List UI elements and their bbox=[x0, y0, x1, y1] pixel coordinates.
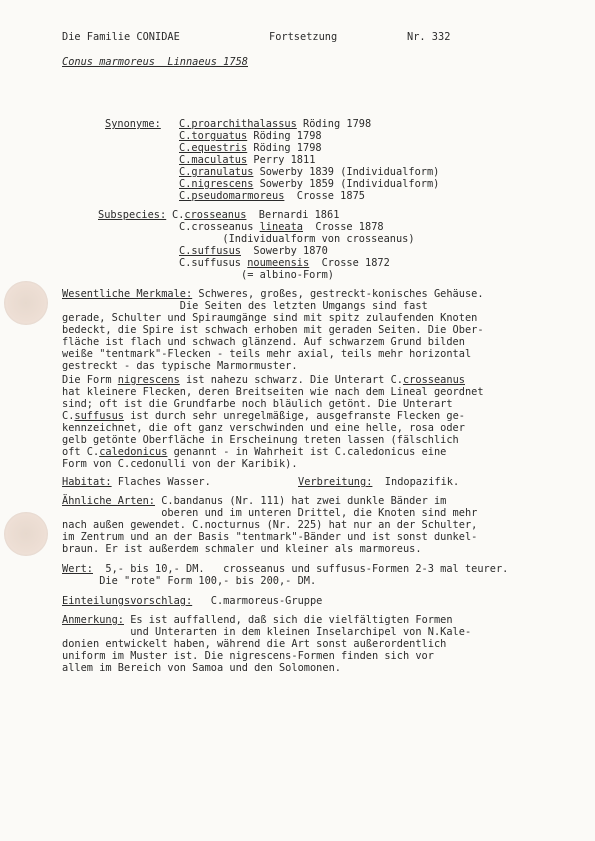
synonym-entry bbox=[179, 118, 371, 130]
habitat-value: Flaches Wasser. bbox=[111, 476, 211, 488]
subspecies-author: Crosse 1878 bbox=[303, 221, 384, 233]
features-para2-line bbox=[62, 410, 465, 422]
note-first-line bbox=[62, 614, 453, 626]
subspecies-entry bbox=[179, 221, 384, 233]
classification-value: C.marmoreus-Gruppe bbox=[192, 595, 323, 607]
subspecies-label: Subspecies: bbox=[98, 209, 167, 221]
synonym-entry bbox=[179, 190, 365, 202]
features-para2-line: hat kleinere Flecken, deren Breitseiten wie nach dem Lineal geordnet bbox=[62, 386, 484, 398]
subspecies-entry bbox=[179, 257, 390, 269]
value-line: Die "rote" Form 100,- bis 200,- DM. bbox=[62, 575, 317, 587]
text-run: C. bbox=[62, 410, 75, 422]
synonym-entry bbox=[179, 142, 322, 154]
similar-first-line bbox=[62, 495, 446, 507]
subspecies-prefix: C. bbox=[172, 209, 185, 221]
classification-line bbox=[62, 595, 322, 607]
text-run: Die Form bbox=[62, 374, 118, 386]
distribution-value: Indopazifik. bbox=[372, 476, 460, 488]
synonym-name: C.maculatus bbox=[179, 154, 248, 166]
subspecies-entry bbox=[172, 209, 339, 221]
note-text: Es ist auffallend, daß sich die vielfältigten Formen bbox=[124, 614, 453, 626]
synonym-author: Röding 1798 bbox=[247, 130, 322, 142]
text-run: genannt - in Wahrheit ist C.caledonicus eine bbox=[167, 446, 447, 458]
features-label: Wesentliche Merkmale: bbox=[62, 288, 193, 300]
punch-hole-bottom bbox=[4, 512, 48, 556]
distribution-line bbox=[298, 476, 459, 488]
similar-line: braun. Er ist außerdem schmaler und kleiner als marmoreus. bbox=[62, 543, 422, 555]
synonym-author: Röding 1798 bbox=[296, 118, 372, 130]
features-line: gestreckt - das typische Marmormuster. bbox=[62, 360, 298, 372]
features-line: fläche ist flach und schwach glänzend. Auf schwarzem Grund bilden bbox=[62, 336, 465, 348]
synonym-entry bbox=[179, 166, 439, 178]
synonym-entry bbox=[179, 178, 439, 190]
synonym-author: Röding 1798 bbox=[247, 142, 322, 154]
synonym-author: Sowerby 1839 (Individualform) bbox=[253, 166, 440, 178]
similar-line: im Zentrum und an der Basis "tentmark"-Bänder und ist sonst dunkel- bbox=[62, 531, 478, 543]
text-run: oft C. bbox=[62, 446, 100, 458]
species-title: Conus marmoreus Linnaeus 1758 bbox=[62, 56, 248, 68]
punch-hole-top bbox=[4, 281, 48, 325]
subspecies-name: C.suffusus bbox=[179, 245, 241, 257]
synonym-name: C.torguatus bbox=[179, 130, 248, 142]
subspecies-prefix: C.crosseanus bbox=[179, 221, 260, 233]
subspecies-name: suffusus bbox=[74, 410, 125, 422]
subspecies-prefix: C.suffusus bbox=[179, 257, 248, 269]
value-label: Wert: bbox=[62, 563, 93, 575]
features-line: weiße "tentmark"-Flecken - teils mehr axial, teils mehr horizontal bbox=[62, 348, 472, 360]
text-run: ist durch sehr unregelmäßige, ausgefranste Flecken ge- bbox=[124, 410, 465, 422]
features-first-line bbox=[62, 288, 484, 300]
synonyms-label: Synonyme: bbox=[105, 118, 161, 130]
distribution-label: Verbreitung: bbox=[298, 476, 373, 488]
note-line: donien entwickelt haben, während die Art sonst außerordentlich bbox=[62, 638, 447, 650]
value-first-line bbox=[62, 563, 508, 575]
habitat-line bbox=[62, 476, 211, 488]
synonym-author: Perry 1811 bbox=[247, 154, 316, 166]
synonym-name: C.equestris bbox=[179, 142, 248, 154]
note-line: allem im Bereich von Samoa und den Solomonen. bbox=[62, 662, 341, 674]
features-para2-line: sind; oft ist die Grundfarbe noch bläulich getönt. Die Unterart bbox=[62, 398, 453, 410]
features-para2-line: Form von C.cedonulli von der Karibik). bbox=[62, 458, 298, 470]
features-para2-line bbox=[62, 374, 465, 386]
classification-label: Einteilungsvorschlag: bbox=[62, 595, 193, 607]
synonym-name: C.granulatus bbox=[179, 166, 254, 178]
subspecies-author: Sowerby 1870 bbox=[241, 245, 328, 257]
subspecies-note bbox=[179, 269, 334, 281]
synonym-author: Crosse 1875 bbox=[284, 190, 365, 202]
subspecies-name: lineata bbox=[259, 221, 303, 233]
features-line: gerade, Schulter und Spiraumgänge sind mit spitz zulaufenden Knoten bbox=[62, 312, 478, 324]
features-para2-line bbox=[62, 446, 446, 458]
subspecies-author: Crosse 1872 bbox=[309, 257, 390, 269]
synonym-author: Sowerby 1859 (Individualform) bbox=[253, 178, 440, 190]
synonym-entry bbox=[179, 154, 315, 166]
features-para2-line: gelb getönte Oberfläche in Erscheinung treten lassen (fälschlich bbox=[62, 434, 459, 446]
similar-line: nach außen gewendet. C.nocturnus (Nr. 225) hat nur an der Schulter, bbox=[62, 519, 478, 531]
subspecies-note bbox=[179, 233, 415, 245]
similar-label: Ähnliche Arten: bbox=[62, 495, 155, 507]
header-continuation: Fortsetzung bbox=[269, 31, 338, 43]
subspecies-name: noumeensis bbox=[247, 257, 310, 269]
header-number: Nr. 332 bbox=[407, 31, 451, 43]
subspecies-author: Bernardi 1861 bbox=[246, 209, 340, 221]
synonym-name: C.proarchithalassus bbox=[179, 118, 297, 130]
note-line: uniform im Muster ist. Die nigrescens-Formen finden sich vor bbox=[62, 650, 434, 662]
text-run: ist nahezu schwarz. Die Unterart C. bbox=[179, 374, 403, 386]
note-label: Anmerkung: bbox=[62, 614, 124, 626]
subspecies-name: crosseanus bbox=[402, 374, 465, 386]
subspecies-entry bbox=[179, 245, 328, 257]
features-text: Schweres, großes, gestreckt-konisches Gehäuse. bbox=[192, 288, 484, 300]
similar-text: C.bandanus (Nr. 111) hat zwei dunkle Bänder im bbox=[155, 495, 447, 507]
synonym-name: C.nigrescens bbox=[179, 178, 254, 190]
synonym-name: C.pseudomarmoreus bbox=[179, 190, 285, 202]
subspecies-name: crosseanus bbox=[184, 209, 247, 221]
features-line: bedeckt, die Spire ist schwach erhoben mit geraden Seiten. Die Ober- bbox=[62, 324, 484, 336]
header-family: Die Familie CONIDAE bbox=[62, 31, 180, 43]
features-line: Die Seiten des letzten Umgangs sind fast bbox=[62, 300, 428, 312]
note-line: und Unterarten in dem kleinen Inselarchipel von N.Kale- bbox=[62, 626, 472, 638]
species-name: caledonicus bbox=[99, 446, 168, 458]
habitat-label: Habitat: bbox=[62, 476, 112, 488]
synonym-entry bbox=[179, 130, 322, 142]
similar-line: oberen und im unteren Drittel, die Knoten sind mehr bbox=[62, 507, 478, 519]
subspecies-note-text: (Individualform von crosseanus) bbox=[179, 233, 415, 245]
subspecies-note-text: (= albino-Form) bbox=[179, 269, 334, 281]
value-text: 5,- bis 10,- DM. crosseanus und suffusus-Formen 2-3 mal teurer. bbox=[93, 563, 509, 575]
form-name: nigrescens bbox=[117, 374, 180, 386]
features-para2-line: kennzeichnet, die oft ganz verschwinden und eine helle, rosa oder bbox=[62, 422, 465, 434]
